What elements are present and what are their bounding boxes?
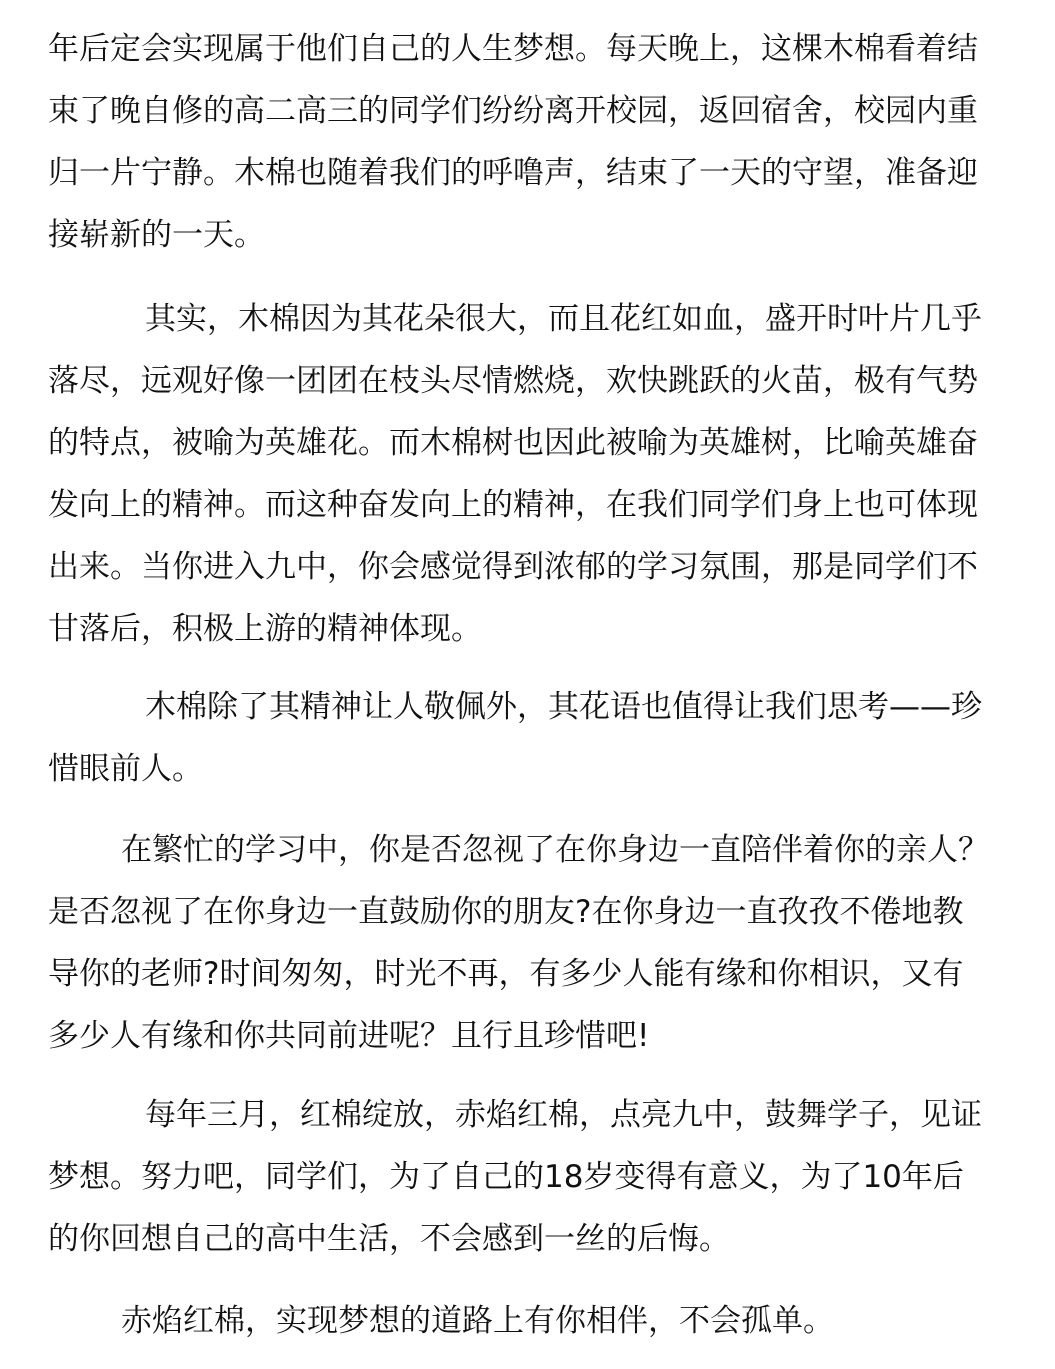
text-line: 的特点，被喻为英雄花。而木棉树也因此被喻为英雄树，比喻英雄奋 bbox=[48, 425, 978, 461]
paragraph-hero-flower bbox=[48, 288, 1015, 660]
text-line: 赤焰红棉，实现梦想的道路上有你相伴，不会孤单。 bbox=[121, 1303, 834, 1339]
text-line: 接崭新的一天。 bbox=[48, 217, 265, 253]
paragraph-flower-language bbox=[48, 676, 1015, 800]
text-line: 在繁忙的学习中，你是否忽视了在你身边一直陪伴着你的亲人？ bbox=[121, 832, 989, 868]
paragraph-closing bbox=[48, 1290, 1015, 1352]
text-line: 落尽，远观好像一团团在枝头尽情燃烧，欢快跳跃的火苗，极有气势 bbox=[48, 363, 978, 399]
text-line: 木棉除了其精神让人敬佩外，其花语也值得让我们思考——珍 bbox=[145, 689, 982, 725]
text-line: 惜眼前人。 bbox=[48, 751, 203, 787]
paragraph-cherish-people bbox=[48, 819, 1015, 1067]
text-line: 年后定会实现属于他们自己的人生梦想。每天晚上，这棵木棉看着结 bbox=[48, 31, 978, 67]
text-line: 甘落后，积极上游的精神体现。 bbox=[48, 611, 482, 647]
text-line: 发向上的精神。而这种奋发向上的精神，在我们同学们身上也可体现 bbox=[48, 487, 978, 523]
text-line: 的你回想自己的高中生活，不会感到一丝的后悔。 bbox=[48, 1221, 730, 1257]
text-line: 多少人有缘和你共同前进呢？且行且珍惜吧! bbox=[48, 1018, 650, 1054]
text-line: 梦想。努力吧，同学们，为了自己的18岁变得有意义，为了10年后 bbox=[48, 1159, 964, 1195]
text-line: 是否忽视了在你身边一直鼓励你的朋友?在你身边一直孜孜不倦地教 bbox=[48, 894, 964, 930]
text-line: 出来。当你进入九中，你会感觉得到浓郁的学习氛围，那是同学们不 bbox=[48, 549, 978, 585]
text-line: 导你的老师?时间匆匆，时光不再，有多少人能有缘和你相识，又有 bbox=[48, 956, 964, 992]
paragraph-march-bloom bbox=[48, 1084, 1015, 1270]
text-line: 束了晚自修的高二高三的同学们纷纷离开校园，返回宿舍，校园内重 bbox=[48, 93, 978, 129]
paragraph-dream-ending bbox=[48, 18, 1015, 266]
text-line: 每年三月，红棉绽放，赤焰红棉，点亮九中，鼓舞学子，见证 bbox=[145, 1097, 982, 1133]
text-line: 归一片宁静。木棉也随着我们的呼噜声，结束了一天的守望，准备迎 bbox=[48, 155, 978, 191]
text-line: 其实，木棉因为其花朵很大，而且花红如血，盛开时叶片几乎 bbox=[145, 301, 982, 337]
